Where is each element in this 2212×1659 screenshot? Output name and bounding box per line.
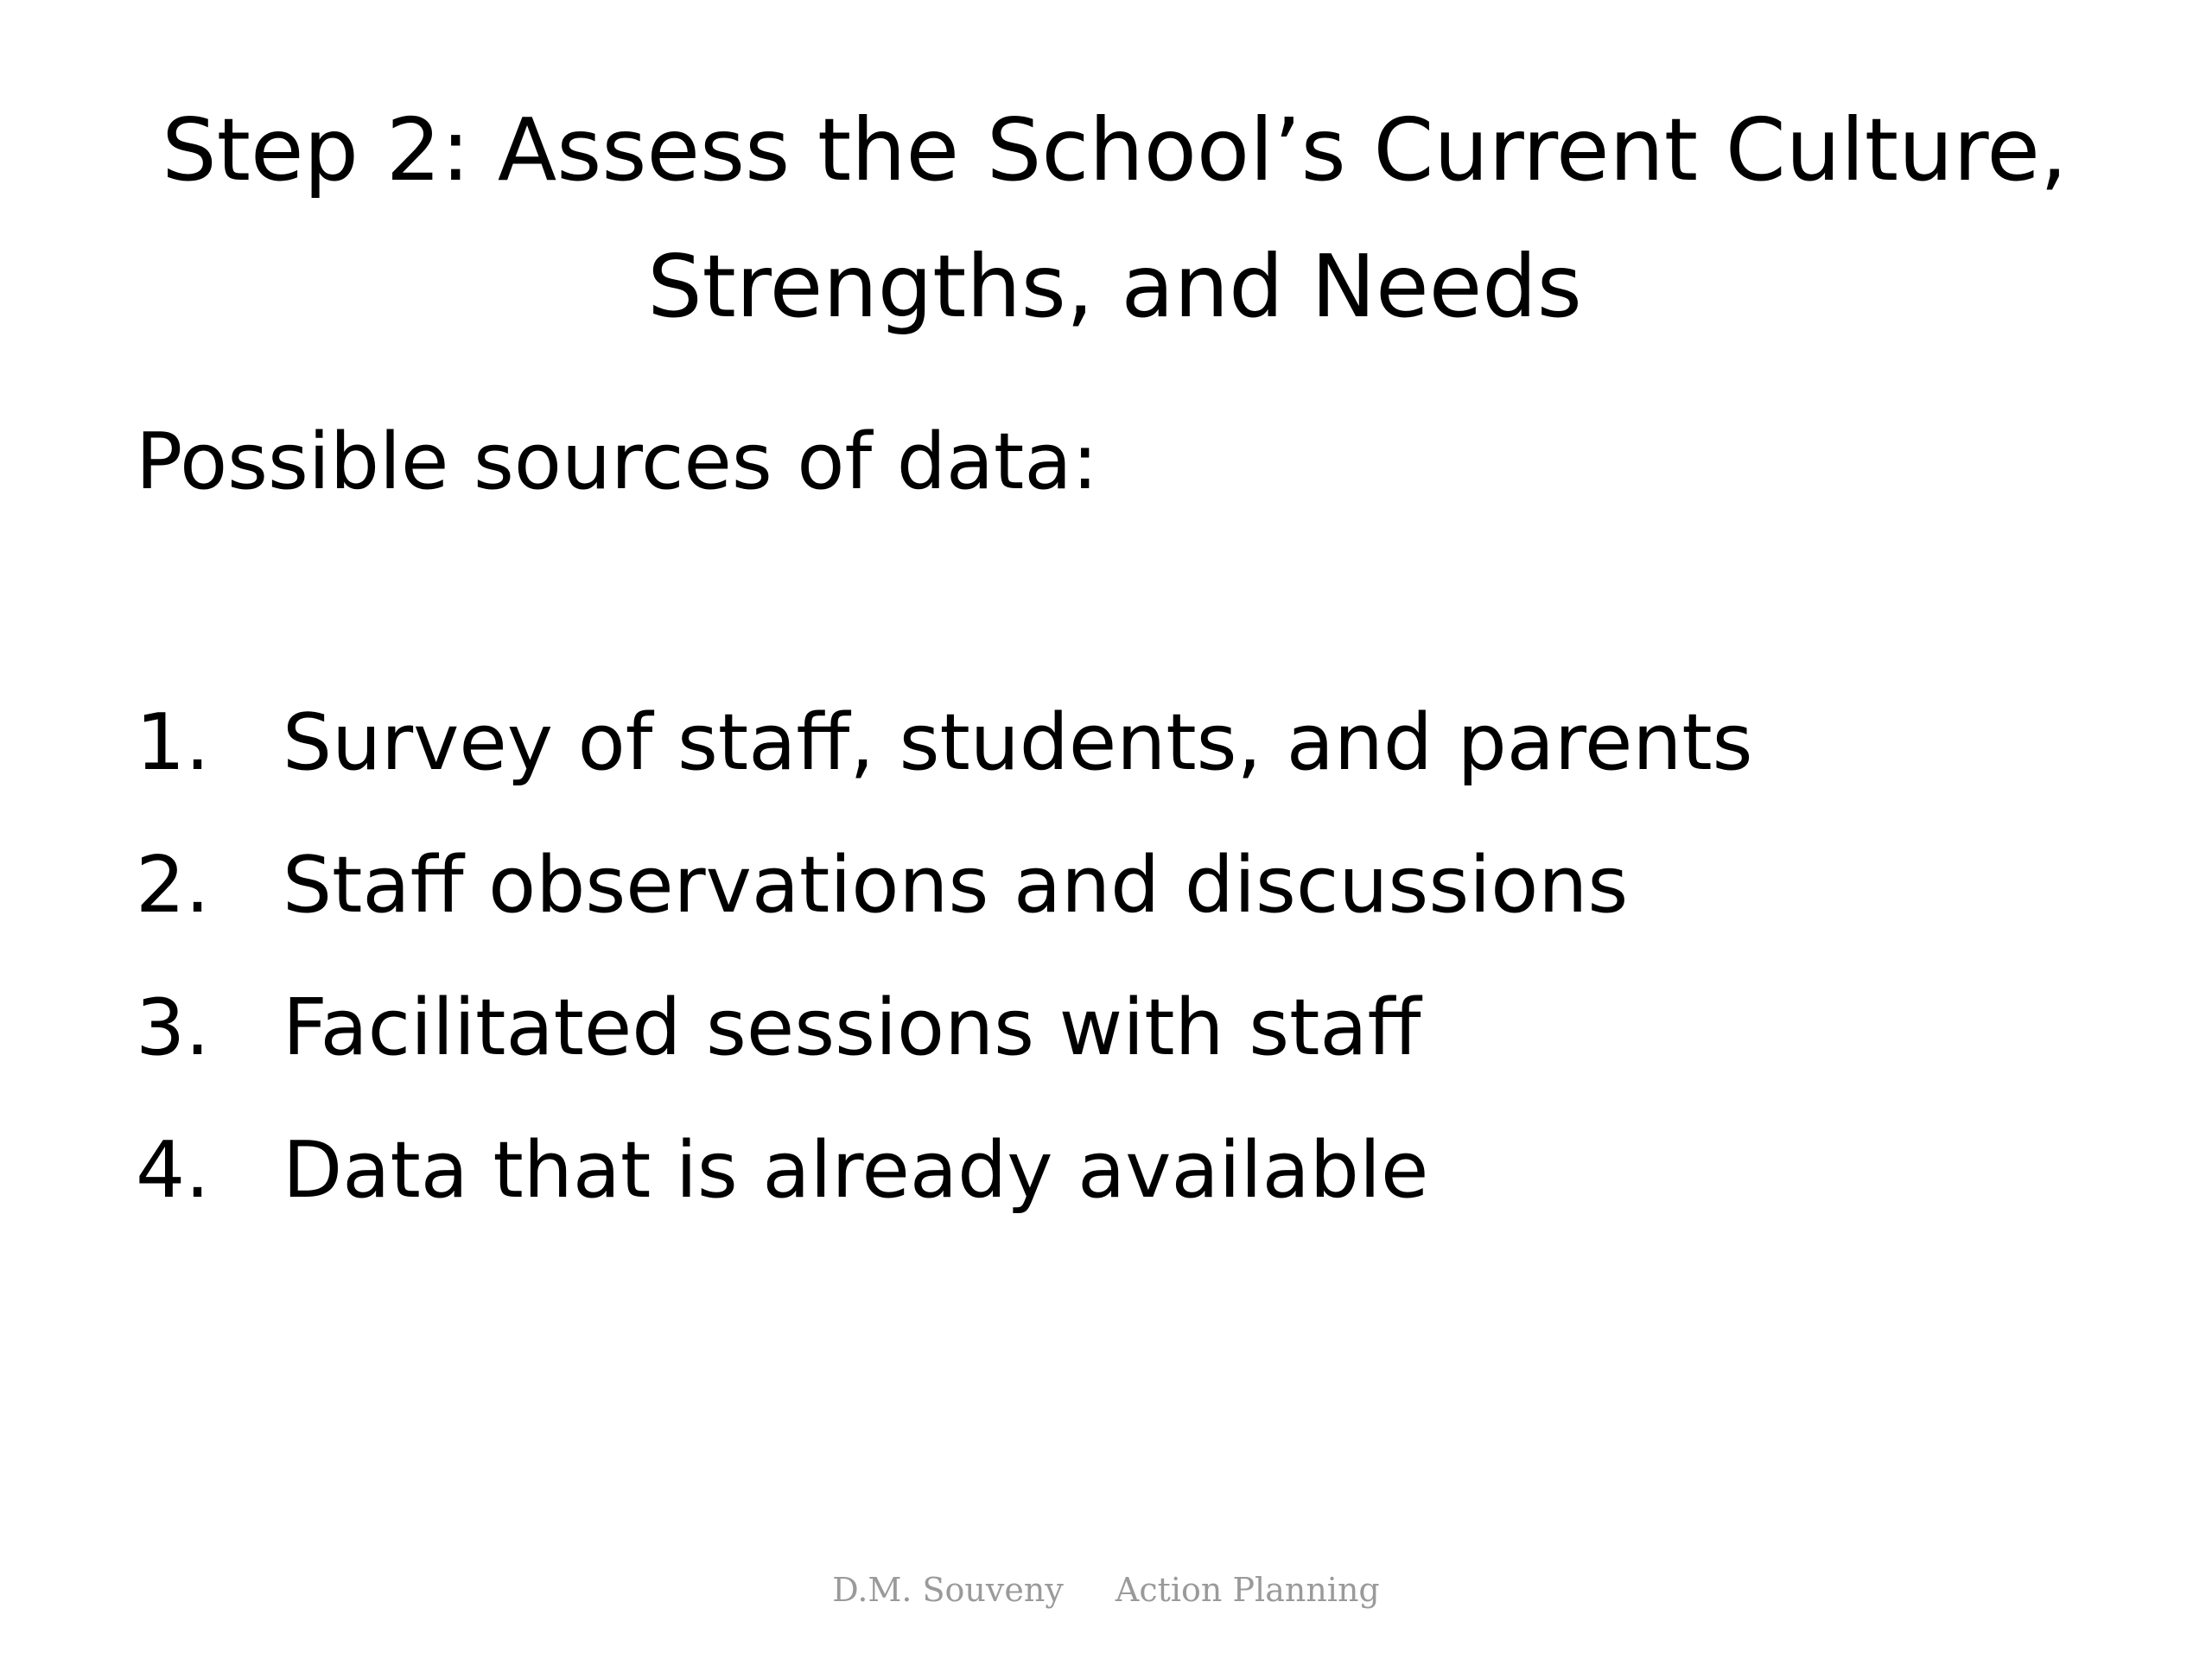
list-item-text: Facilitated sessions with staff [283,982,1421,1073]
slide-title-line-2: Strengths, and Needs [647,236,1582,337]
footer-author: D.M. Souveny [832,1571,1064,1609]
slide-footer [0,1568,2212,1611]
list-item-number: 3. [136,982,210,1073]
list-item-number: 1. [136,697,210,788]
list-item-number: 4. [136,1125,210,1216]
list-item-number: 2. [136,840,210,931]
list-item-text: Data that is already available [283,1125,1429,1216]
list-item-text: Staff observations and discussions [283,840,1629,931]
slide-title [104,82,2126,355]
slide-title-line-1: Step 2: Assess the School’s Current Culture, [162,99,2068,200]
list-item-text: Survey of staff, students, and parents [283,697,1753,788]
subheading: Possible sources of data: [136,416,1098,507]
footer-topic: Action Planning [1115,1571,1380,1609]
